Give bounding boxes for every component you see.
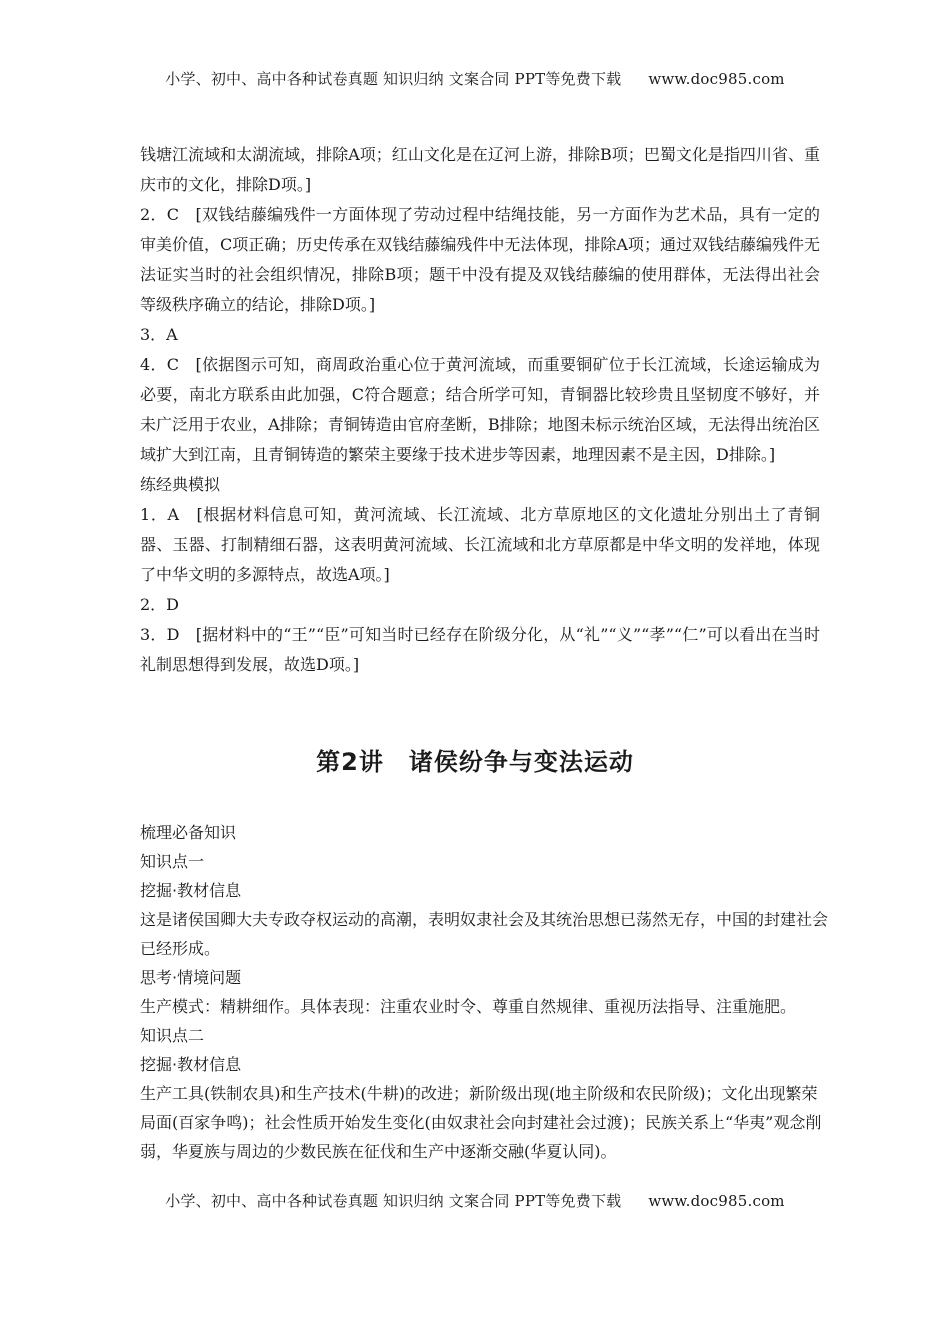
section-heading-practice: 练经典模拟 bbox=[140, 475, 221, 494]
practice-answer-3: 3．D [据材料中的“王”“臣”可知当时已经存在阶级分化，从“礼”“义”“孝”“仁”可以看出在当时礼制思想得到发展，故选D项。] bbox=[140, 625, 820, 674]
knowledge-point-1-heading: 知识点一 bbox=[140, 852, 205, 871]
lesson-title: 第2讲 诸侯纷争与变法运动 bbox=[316, 748, 634, 776]
situation-question-heading: 思考·情境问题 bbox=[140, 968, 242, 987]
page-footer bbox=[0, 1190, 950, 1211]
textbook-info-text-1: 这是诸侯国卿大夫专政夺权运动的高潮，表明奴隶社会及其统治思想已荡然无存，中国的封建社会已经形成。 bbox=[140, 910, 829, 958]
knowledge-point-2-heading: 知识点二 bbox=[140, 1026, 205, 1045]
header-text: 小学、初中、高中各种试卷真题 知识归纳 文案合同 PPT等免费下载 bbox=[165, 70, 622, 88]
textbook-info-text-2: 生产工具(铁制农具)和生产技术(牛耕)的改进；新阶级出现(地主阶级和农民阶级)；文化出现繁荣局面(百家争鸣)；社会性质开始发生变化(由奴隶社会向封建社会过渡)；民族关系上“华夷”观念削弱，华夏族与周边的少数民族在征伐和生产中逐渐交融(华夏认同)。 bbox=[140, 1084, 822, 1161]
page-header bbox=[0, 68, 950, 89]
header-url[interactable]: www.doc985.com bbox=[648, 70, 785, 88]
section-heading-review: 梳理必备知识 bbox=[140, 823, 237, 842]
situation-question-text: 生产模式：精耕细作。具体表现：注重农业时令、尊重自然规律、重视历法指导、注重施肥。 bbox=[140, 997, 797, 1016]
knowledge-block bbox=[140, 818, 830, 1166]
textbook-info-heading-1: 挖掘·教材信息 bbox=[140, 881, 242, 900]
answer-3: 3．A bbox=[140, 325, 178, 344]
answer-continuation: 钱塘江流域和太湖流域，排除A项；红山文化是在辽河上游，排除B项；巴蜀文化是指四川省、重庆市的文化，排除D项。] bbox=[140, 145, 820, 194]
answer-2: 2．C [双钱结藤编残件一方面体现了劳动过程中结绳技能，另一方面作为艺术品，具有一定的审美价值，C项正确；历史传承在双钱结藤编残件中无法体现，排除A项；通过双钱结藤编残件无法证实当时的社会组织情况，排除B项；题干中没有提及双钱结藤编的使用群体，无法得出社会等级秩序确立的结论，排除D项。] bbox=[140, 205, 820, 314]
answers-block bbox=[140, 140, 820, 680]
practice-answer-1: 1．A [根据材料信息可知，黄河流域、长江流域、北方草原地区的文化遗址分别出土了青铜器、玉器、打制精细石器，这表明黄河流域、长江流域和北方草原都是中华文明的发祥地，体现了中华文明的多源特点，故选A项。] bbox=[140, 505, 820, 584]
textbook-info-heading-2: 挖掘·教材信息 bbox=[140, 1055, 242, 1074]
footer-url[interactable]: www.doc985.com bbox=[648, 1192, 785, 1210]
footer-text: 小学、初中、高中各种试卷真题 知识归纳 文案合同 PPT等免费下载 bbox=[165, 1192, 622, 1210]
practice-answer-2: 2．D bbox=[140, 595, 180, 614]
answer-4: 4．C [依据图示可知，商周政治重心位于黄河流域，而重要铜矿位于长江流域，长途运输成为必要，南北方联系由此加强，C符合题意；结合所学可知，青铜器比较珍贵且坚韧度不够好，并未广泛用于农业，A排除；青铜铸造由官府垄断，B排除；地图未标示统治区域，无法得出统治区域扩大到江南，且青铜铸造的繁荣主要缘于技术进步等因素，地理因素不是主因，D排除。] bbox=[140, 355, 820, 464]
